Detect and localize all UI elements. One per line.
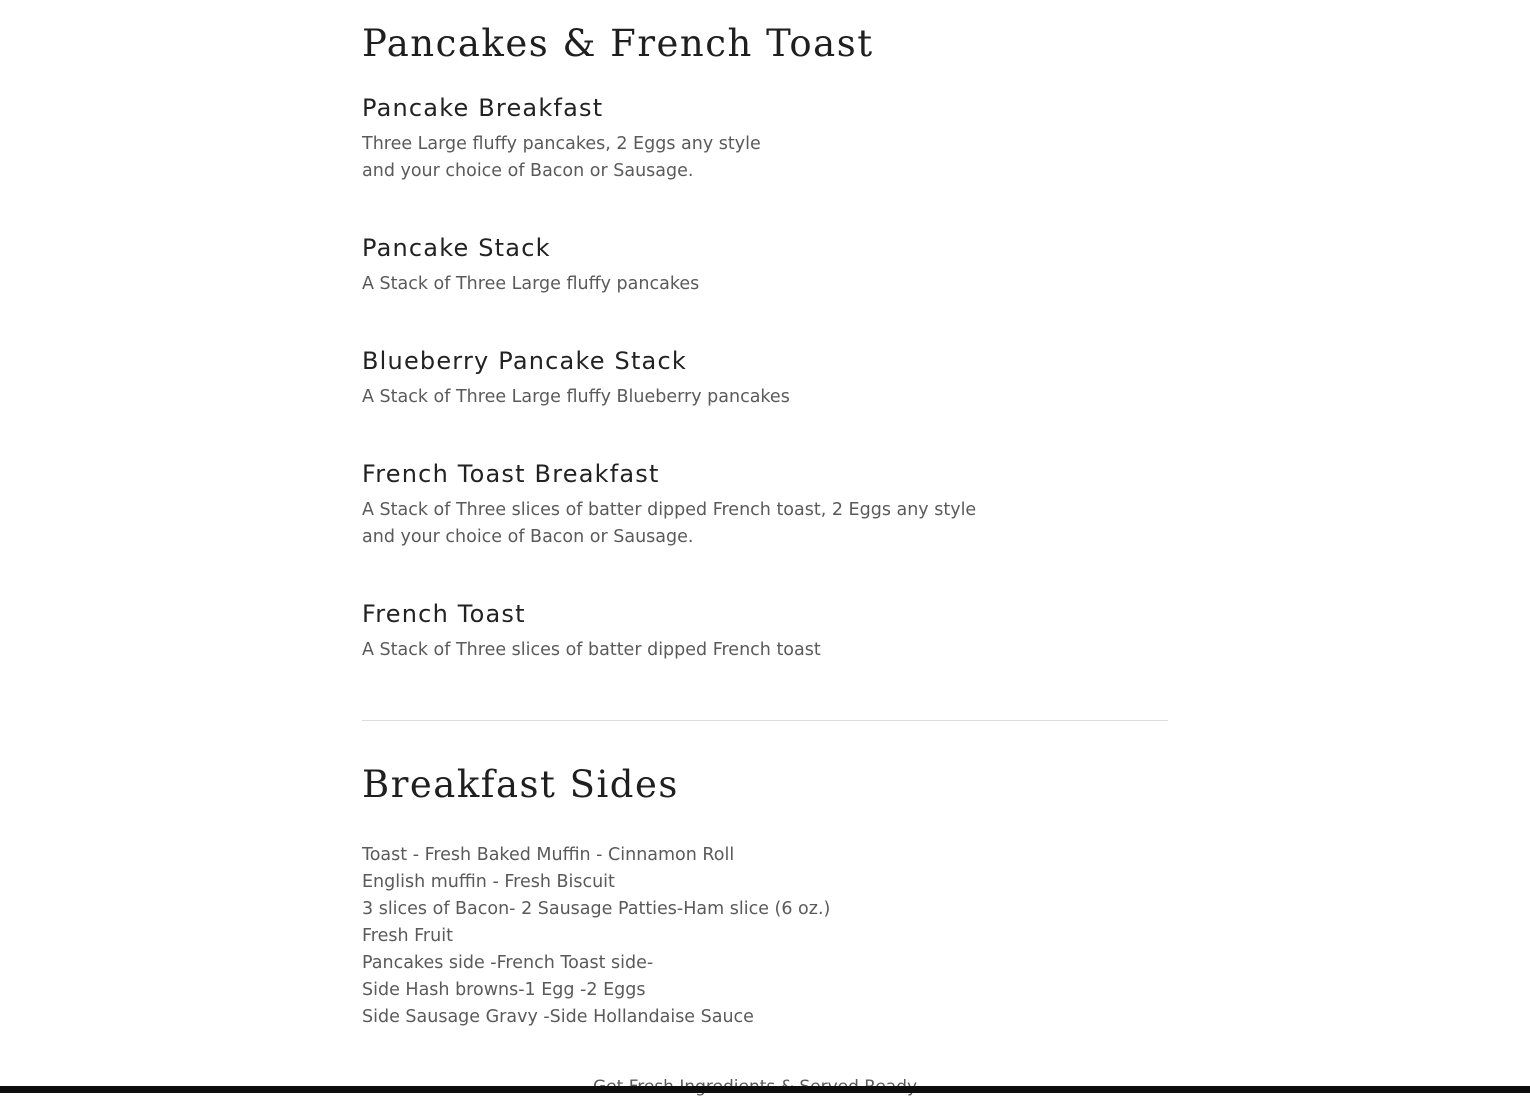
menu-item-description: A Stack of Three slices of batter dipped French toast, 2 Eggs any style and your choice of Bacon or Sausage. <box>362 500 977 547</box>
sides-list <box>362 842 830 1031</box>
list-item: Pancakes side -French Toast side- <box>362 953 654 973</box>
section-title-pancakes: Pancakes & French Toast <box>362 22 874 65</box>
menu-item-name: Blueberry Pancake Stack <box>362 347 687 375</box>
menu-item-name: French Toast <box>362 600 526 628</box>
list-item: Side Sausage Gravy -Side Hollandaise Sauce <box>362 1007 754 1027</box>
section-title-sides: Breakfast Sides <box>362 763 679 806</box>
menu-item-description: A Stack of Three Large fluffy Blueberry pancakes <box>362 387 790 407</box>
list-item: Toast - Fresh Baked Muffin - Cinnamon Roll <box>362 845 735 865</box>
section-divider <box>362 720 1168 721</box>
menu-item-description: A Stack of Three Large fluffy pancakes <box>362 274 700 294</box>
menu-item-name: Pancake Breakfast <box>362 94 604 122</box>
list-item: English muffin - Fresh Biscuit <box>362 872 615 892</box>
footer-bar <box>0 1086 1530 1093</box>
menu-item-name: Pancake Stack <box>362 234 551 262</box>
list-item: Fresh Fruit <box>362 926 453 946</box>
list-item: 3 slices of Bacon- 2 Sausage Patties-Ham slice (6 oz.) <box>362 899 831 919</box>
footer-text <box>593 1078 917 1086</box>
menu-item-description: A Stack of Three slices of batter dipped French toast <box>362 640 821 660</box>
menu-item-name: French Toast Breakfast <box>362 460 660 488</box>
menu-item-description: Three Large fluffy pancakes, 2 Eggs any style and your choice of Bacon or Sausage. <box>362 134 761 181</box>
list-item: Side Hash browns-1 Egg -2 Eggs <box>362 980 646 1000</box>
